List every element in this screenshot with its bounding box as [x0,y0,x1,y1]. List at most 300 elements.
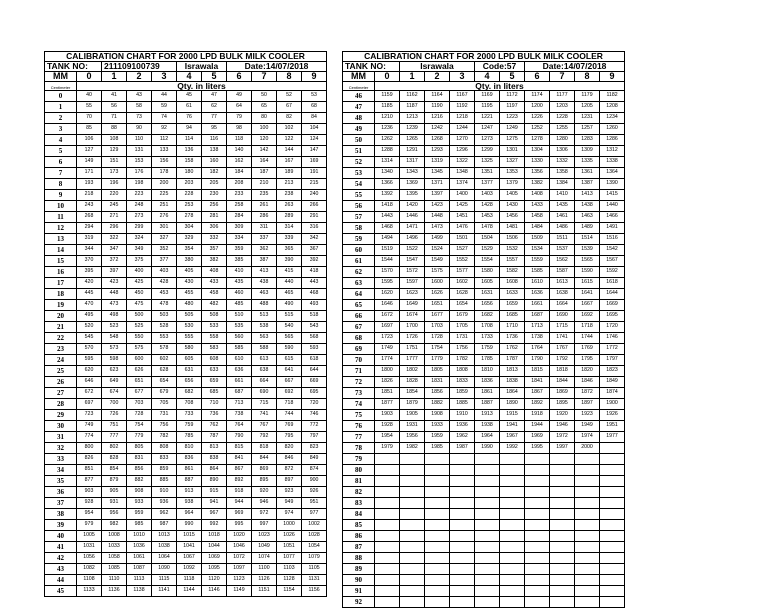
table-row [45,300,327,311]
volume-cell: 40 [77,91,102,102]
centimeter-cell: 51 [343,146,375,157]
volume-cell: 1813 [500,366,525,377]
table-row [45,223,327,234]
volume-cell: 656 [177,377,202,388]
volume-cell: 339 [277,234,302,245]
volume-cell: 1234 [600,113,625,124]
centimeter-cell: 46 [343,91,375,102]
volume-cell: 1987 [450,443,475,454]
volume-cell: 731 [152,410,177,421]
volume-cell: 580 [177,344,202,355]
mm-digit-header: 1 [400,71,425,81]
volume-cell: 478 [152,300,177,311]
volume-cell: 1010 [127,531,152,542]
volume-cell: 55 [77,102,102,113]
volume-cell: 1562 [550,256,575,267]
table-row [343,344,625,355]
table-row [45,135,327,146]
location: Israwala [400,61,475,71]
volume-cell: 191 [302,168,327,179]
volume-cell: 1923 [575,410,600,421]
volume-cell [600,575,625,586]
centimeter-cell: 31 [45,432,77,443]
volume-cell: 1425 [450,201,475,212]
volume-cell: 223 [127,190,152,201]
volume-cell: 762 [202,421,227,432]
volume-cell [475,487,500,498]
table-row [343,575,625,586]
volume-cell: 644 [302,366,327,377]
volume-cell: 1736 [500,333,525,344]
volume-cell: 1672 [375,311,400,322]
volume-cell [500,465,525,476]
centimeter-cell: 7 [45,168,77,179]
volume-cell: 869 [252,465,277,476]
volume-cell: 782 [152,432,177,443]
volume-cell: 1644 [600,289,625,300]
mm-digit-header: 4 [177,71,202,81]
volume-cell: 985 [127,520,152,531]
table-row [45,454,327,465]
table-row [343,410,625,421]
volume-cell: 1504 [475,234,500,245]
volume-cell: 357 [202,245,227,256]
volume-cell: 641 [277,366,302,377]
volume-cell [475,553,500,564]
volume-cell: 1410 [550,190,575,201]
volume-cell: 1105 [302,564,327,575]
volume-cell: 80 [252,113,277,124]
volume-cell: 555 [177,333,202,344]
volume-cell: 764 [227,421,252,432]
volume-cell: 1236 [375,124,400,135]
volume-cell: 1516 [600,234,625,245]
volume-cell: 598 [102,355,127,366]
centimeter-cell: 13 [45,234,77,245]
volume-cell: 1600 [425,278,450,289]
volume-cell: 1306 [550,146,575,157]
volume-cell: 1478 [475,223,500,234]
volume-cell: 777 [102,432,127,443]
volume-cell: 171 [77,168,102,179]
volume-cell: 65 [252,102,277,113]
volume-cell [600,597,625,608]
table-row [343,465,625,476]
volume-cell: 769 [277,421,302,432]
volume-cell: 85 [77,124,102,135]
volume-cell: 1169 [475,91,500,102]
volume-cell: 82 [277,113,302,124]
volume-cell [450,487,475,498]
volume-cell: 433 [202,278,227,289]
volume-cell: 104 [302,124,327,135]
volume-cell: 1223 [500,113,525,124]
volume-cell: 299 [127,223,152,234]
volume-cell [500,586,525,597]
table-row [343,168,625,179]
volume-cell: 1028 [302,531,327,542]
volume-cell: 1260 [600,124,625,135]
volume-cell: 332 [202,234,227,245]
centimeter-cell: 66 [343,311,375,322]
centimeter-cell: 87 [343,542,375,553]
volume-cell: 1797 [600,355,625,366]
volume-cell: 1177 [550,91,575,102]
mm-digit-header: 4 [475,71,500,81]
volume-cell [575,531,600,542]
table-row [343,355,625,366]
volume-cell: 1309 [575,146,600,157]
volume-cell: 905 [102,487,127,498]
volume-cell: 1020 [227,531,252,542]
centimeter-cell: 71 [343,366,375,377]
volume-cell: 1208 [600,102,625,113]
volume-cell: 795 [277,432,302,443]
volume-cell: 1453 [475,212,500,223]
table-row [343,564,625,575]
volume-cell: 560 [227,333,252,344]
volume-cell: 1097 [227,564,252,575]
volume-cell [550,520,575,531]
volume-cell [475,476,500,487]
table-row [343,509,625,520]
volume-cell: 1366 [375,179,400,190]
volume-cell: 1494 [375,234,400,245]
volume-cell: 1361 [575,168,600,179]
volume-cell: 1082 [77,564,102,575]
volume-cell: 1405 [500,190,525,201]
volume-cell: 1820 [575,366,600,377]
volume-cell: 1700 [400,322,425,333]
volume-cell: 1301 [500,146,525,157]
volume-cell: 1390 [600,179,625,190]
volume-cell: 1270 [450,135,475,146]
volume-cell: 1654 [450,300,475,311]
volume-cell [400,531,425,542]
volume-cell [550,553,575,564]
table-row [343,135,625,146]
volume-cell: 251 [152,201,177,212]
table-row [343,212,625,223]
volume-cell: 1054 [302,542,327,553]
volume-cell: 359 [227,245,252,256]
volume-cell [475,520,500,531]
volume-cell: 1608 [500,278,525,289]
volume-cell: 1869 [550,388,575,399]
centimeter-cell: 57 [343,212,375,223]
volume-cell: 468 [302,289,327,300]
volume-cell: 450 [127,289,152,300]
volume-cell: 1618 [600,278,625,289]
volume-cell: 276 [152,212,177,223]
volume-cell [475,509,500,520]
volume-cell [450,542,475,553]
volume-cell: 1056 [77,553,102,564]
mm-digit-header: 1 [102,71,127,81]
volume-cell: 1458 [525,212,550,223]
centimeter-cell: 43 [45,564,77,575]
volume-cell: 872 [277,465,302,476]
volume-cell [425,553,450,564]
volume-cell: 230 [202,190,227,201]
volume-cell [425,487,450,498]
volume-cell: 1149 [227,586,252,597]
volume-cell: 708 [177,399,202,410]
volume-cell: 1659 [500,300,525,311]
volume-cell: 1859 [450,388,475,399]
volume-cell: 1565 [575,256,600,267]
volume-cell: 969 [227,509,252,520]
volume-cell: 1580 [475,267,500,278]
centimeter-cell: 24 [45,355,77,366]
volume-cell: 1192 [450,102,475,113]
centimeter-cell: 33 [45,454,77,465]
volume-cell: 1151 [252,586,277,597]
table-row [343,454,625,465]
volume-cell: 667 [277,377,302,388]
volume-cell: 367 [302,245,327,256]
volume-cell: 198 [127,179,152,190]
volume-cell: 823 [302,443,327,454]
volume-cell: 813 [202,443,227,454]
volume-cell: 425 [127,278,152,289]
volume-cell: 705 [152,399,177,410]
volume-cell: 923 [277,487,302,498]
volume-cell: 1356 [525,168,550,179]
volume-cell: 633 [202,366,227,377]
volume-cell: 1156 [302,586,327,597]
volume-cell [375,520,400,531]
volume-cell: 1108 [77,575,102,586]
table-row [45,267,327,278]
table-row [343,157,625,168]
volume-cell: 1524 [425,245,450,256]
centimeter-cell: 58 [343,223,375,234]
volume-cell: 266 [302,201,327,212]
volume-cell: 992 [202,520,227,531]
volume-cell: 1795 [575,355,600,366]
volume-cell: 127 [77,146,102,157]
volume-cell: 1633 [500,289,525,300]
centimeter-cell: 19 [45,300,77,311]
volume-cell [600,465,625,476]
volume-cell: 62 [202,102,227,113]
table-row [45,366,327,377]
volume-cell: 301 [152,223,177,234]
volume-cell: 1692 [575,311,600,322]
volume-cell [500,487,525,498]
volume-cell: 324 [127,234,152,245]
volume-cell: 672 [77,388,102,399]
volume-cell [575,454,600,465]
volume-cell [600,520,625,531]
volume-cell: 974 [277,509,302,520]
centimeter-cell: 88 [343,553,375,564]
volume-cell: 628 [152,366,177,377]
volume-cell [425,575,450,586]
table-row [45,179,327,190]
volume-cell: 56 [102,102,127,113]
volume-cell: 423 [102,278,127,289]
centimeter-cell: 52 [343,157,375,168]
centimeter-cell: 9 [45,190,77,201]
volume-cell: 193 [77,179,102,190]
volume-cell: 1283 [575,135,600,146]
table-row [343,531,625,542]
volume-cell: 1585 [525,267,550,278]
centimeter-cell: 34 [45,465,77,476]
volume-cell: 1144 [177,586,202,597]
volume-cell [500,553,525,564]
volume-cell: 482 [202,300,227,311]
volume-cell: 218 [77,190,102,201]
volume-cell: 1041 [177,542,202,553]
volume-cell: 602 [152,355,177,366]
volume-cell [550,476,575,487]
volume-cell: 1164 [425,91,450,102]
centimeter-cell: 47 [343,102,375,113]
volume-cell: 271 [102,212,127,223]
volume-cell: 692 [277,388,302,399]
volume-cell [425,564,450,575]
volume-cell: 990 [177,520,202,531]
volume-cell: 147 [302,146,327,157]
volume-cell: 887 [177,476,202,487]
volume-cell: 59 [152,102,177,113]
volume-cell: 261 [252,201,277,212]
volume-cell: 568 [302,333,327,344]
volume-cell: 1864 [500,388,525,399]
volume-cell: 1440 [600,201,625,212]
table-row [343,146,625,157]
volume-cell: 1715 [550,322,575,333]
volume-cell: 205 [202,179,227,190]
volume-cell: 874 [302,465,327,476]
volume-cell: 440 [277,278,302,289]
volume-cell: 1286 [600,135,625,146]
volume-cell: 189 [277,168,302,179]
centimeter-cell: 40 [45,531,77,542]
centimeter-cell: 18 [45,289,77,300]
volume-cell: 790 [227,432,252,443]
volume-cell: 1126 [252,575,277,586]
volume-cell: 90 [127,124,152,135]
centimeter-cell: 70 [343,355,375,366]
volume-cell: 1628 [450,289,475,300]
volume-cell [500,520,525,531]
volume-cell: 1972 [550,432,575,443]
volume-cell: 615 [277,355,302,366]
volume-cell: 92 [152,124,177,135]
volume-cell: 1679 [450,311,475,322]
volume-cell: 1867 [525,388,550,399]
volume-cell: 867 [227,465,252,476]
volume-cell: 213 [277,179,302,190]
volume-cell: 1851 [375,388,400,399]
volume-cell [425,542,450,553]
volume-cell: 1172 [500,91,525,102]
volume-cell: 319 [77,234,102,245]
volume-cell [400,465,425,476]
volume-cell: 1443 [375,212,400,223]
volume-cell: 575 [127,344,152,355]
volume-cell: 1031 [77,542,102,553]
volume-cell: 831 [127,454,152,465]
volume-cell: 173 [102,168,127,179]
volume-cell: 1572 [400,267,425,278]
volume-cell: 638 [252,366,277,377]
volume-cell: 1046 [227,542,252,553]
volume-cell: 977 [302,509,327,520]
volume-cell: 1818 [550,366,575,377]
volume-cell: 695 [302,388,327,399]
volume-cell: 184 [227,168,252,179]
volume-cell: 1854 [400,388,425,399]
centimeter-cell: 83 [343,498,375,509]
volume-cell: 1785 [475,355,500,366]
table-row [45,102,327,113]
tank-code: Code:57 [475,61,525,71]
volume-cell: 1682 [475,311,500,322]
volume-cell: 153 [127,157,152,168]
volume-cell: 1733 [475,333,500,344]
volume-cell: 1697 [375,322,400,333]
volume-cell: 106 [77,135,102,146]
volume-cell [500,476,525,487]
volume-cell: 1319 [425,157,450,168]
volume-cell: 1115 [152,575,177,586]
volume-cell [600,454,625,465]
centimeter-cell: 10 [45,201,77,212]
volume-cell: 1539 [575,245,600,256]
volume-cell: 110 [127,135,152,146]
volume-cell: 415 [277,267,302,278]
volume-cell: 138 [202,146,227,157]
table-row [45,124,327,135]
volume-cell: 908 [127,487,152,498]
centimeter-cell: 75 [343,410,375,421]
volume-cell: 248 [127,201,152,212]
volume-cell: 1087 [127,564,152,575]
volume-cell: 370 [77,256,102,267]
table-row [343,597,625,608]
volume-cell: 1723 [375,333,400,344]
volume-cell: 1705 [450,322,475,333]
volume-cell: 304 [177,223,202,234]
volume-cell: 751 [102,421,127,432]
volume-cell [575,520,600,531]
volume-cell [525,520,550,531]
volume-cell: 1064 [152,553,177,564]
centimeter-cell: 79 [343,454,375,465]
volume-cell: 885 [152,476,177,487]
volume-cell: 1249 [500,124,525,135]
volume-cell: 710 [202,399,227,410]
volume-cell [525,564,550,575]
table-row [45,278,327,289]
volume-cell: 286 [252,212,277,223]
volume-cell: 296 [102,223,127,234]
mm-digit-header: 8 [575,71,600,81]
volume-cell: 337 [252,234,277,245]
volume-cell: 1959 [425,432,450,443]
table-row [343,421,625,432]
volume-cell: 1468 [375,223,400,234]
volume-cell [400,586,425,597]
tank-label: TANK NO: [343,61,400,71]
volume-cell: 1661 [525,300,550,311]
volume-cell: 1826 [375,377,400,388]
